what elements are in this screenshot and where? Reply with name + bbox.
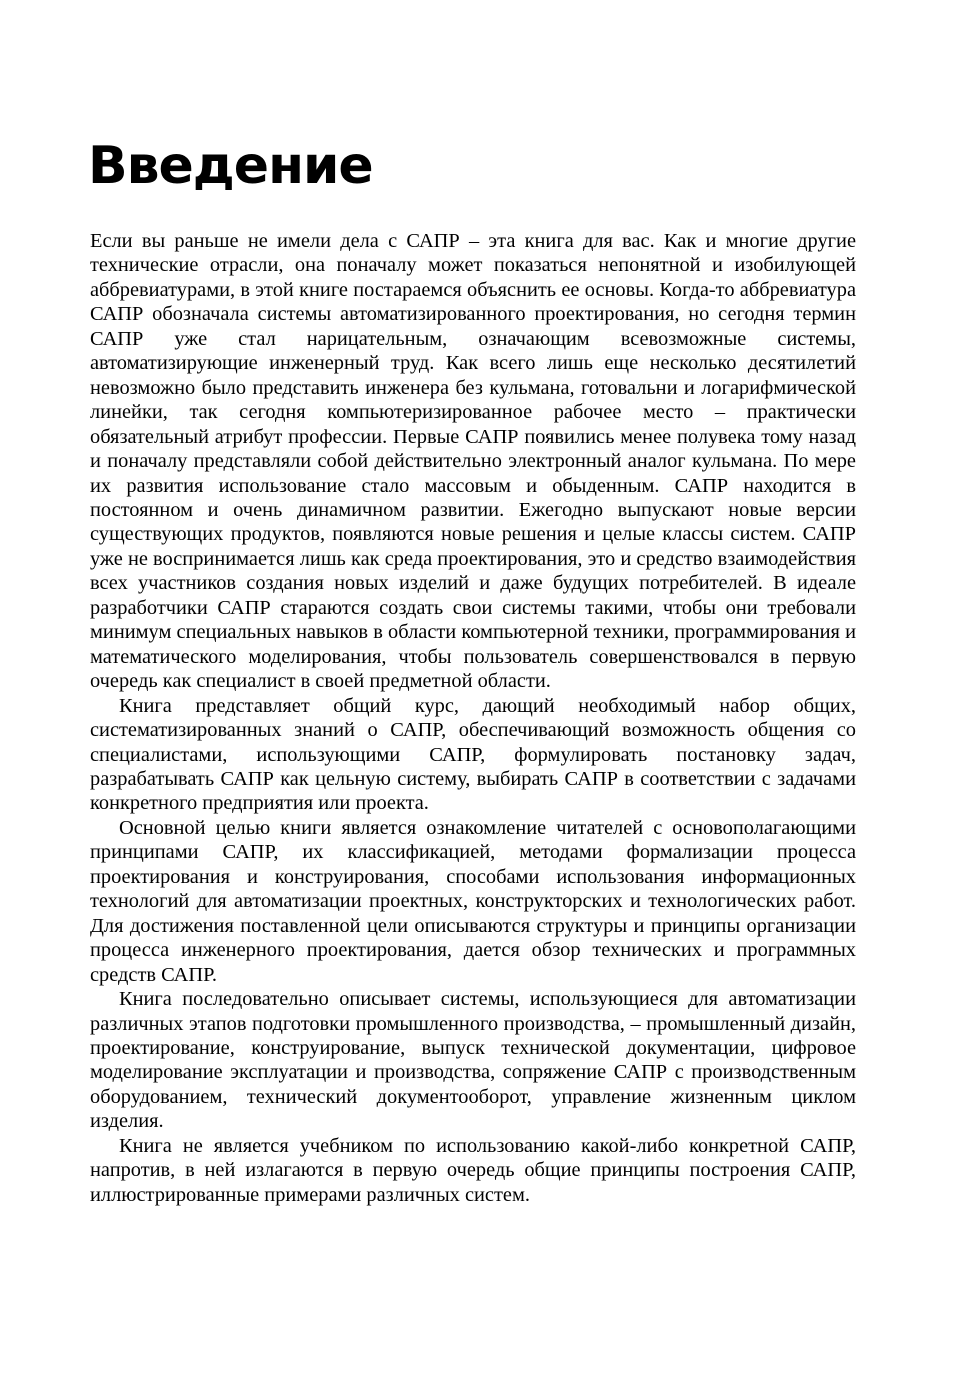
paragraph-course-overview: Книга представляет общий курс, дающий необходимый набор общих, систематизированных знаний о САПР, обеспечивающий возможность общения со специалистами, использующими САПР, формулировать постановку задач, разрабатывать САПР как цельную систему, выбирать САПР в соответствии с задачами конкретного предприятия или проекта. [90,694,856,815]
paragraph-not-a-manual: Книга не является учебником по использованию какой-либо конкретной САПР, напротив, в ней излагаются в первую очередь общие принципы построения САПР, иллюстрированные примерами различных систем. [90,1134,856,1206]
paragraph-systems-description: Книга последовательно описывает системы, использующиеся для автоматизации различных этапов подготовки промышленного производства, – промышленный дизайн, проектирование, конструирование, выпуск технической документации, цифровое моделирование эксплуатации и производства, сопряжение САПР с производственным оборудованием, технический документооборот, управление жизненным циклом изделия. [90,988,856,1133]
body-text [90,229,856,1207]
paragraph-intro: Если вы раньше не имели дела с САПР – эта книга для вас. Как и многие другие технические отрасли, она поначалу может показаться непонятной и изобилующей аббревиатурами, в этой книге постараемся объяснить ее основы. Когда-то аббревиатура САПР обозначала системы автоматизированного проектирования, но сегодня термин САПР уже стал нарицательным, означающим всевозможные системы, автоматизирующие инженерный труд. Как всего лишь еще несколько десятилетий невозможно было представить инженера без кульмана, готовальни и логарифмической линейки, так сегодня компьютеризированное рабочее место – практически обязательный атрибут профессии. Первые САПР появились менее полувека тому назад и поначалу представляли собой действительно электронный аналог кульмана. По мере их развития использование стало массовым и обыденным. САПР находится в постоянном и очень динамичном развитии. Ежегодно выпускают новые версии существующих продуктов, появляются новые решения и целые классы систем. САПР уже не воспринимается лишь как среда проектирования, это и средство взаимодействия всех участников создания новых изделий и даже будущих потребителей. В идеале разработчики САПР стараются создать свои системы такими, чтобы они требовали минимум специальных навыков в области компьютерной техники, программирования и математического моделирования, чтобы пользователь совершенствовался в первую очередь как специалист в своей предметной области. [90,230,856,693]
paragraph-book-goal: Основной целью книги является ознакомление читателей с основополагающими принципами САПР, их классификацией, методами формализации процесса проектирования и конструирования, способами использования информационных технологий для автоматизации проектных, конструкторских и технологических работ. Для достижения поставленной цели описываются структуры и принципы организации процесса инженерного проектирования, дается обзор технических и программных средств САПР. [90,816,856,986]
chapter-title: Введение [88,136,373,196]
